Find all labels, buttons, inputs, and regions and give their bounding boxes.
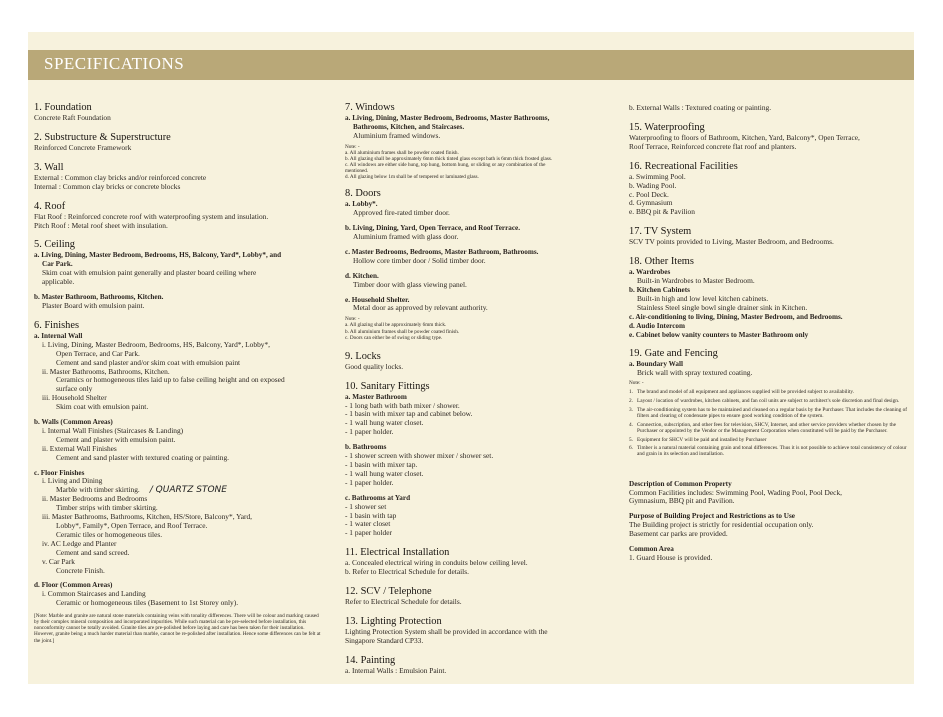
subheading: Purpose of Building Project and Restrictions as to Use (629, 512, 795, 521)
section-line: Lighting Protection System shall be provided in accordance with the (345, 626, 548, 636)
item-text: iv. AC Ledge and Planter (42, 538, 117, 548)
painting-external: b. External Walls : Textured coating or painting. (629, 103, 772, 112)
item-text: Timber door with glass viewing panel. (353, 279, 467, 289)
section-locks (345, 351, 615, 372)
item-text: applicable. (42, 277, 75, 287)
note-label: Note: - (629, 380, 644, 387)
section-line: Waterproofing to floors of Bathroom, Kitchen, Yard, Balcony*, Open Terrace, (629, 132, 860, 142)
section-text: Reinforced Concrete Framework (34, 142, 132, 152)
subheading: a. Master Bathroom (345, 392, 407, 401)
note-item: 5. Equipment for SHCV will be paid and installed by Purchaser (629, 436, 767, 443)
subheading: d. Kitchen. (345, 271, 379, 280)
section-line: b. Refer to Electrical Schedule for details. (345, 567, 469, 577)
note-line: c. All windows are either side hung, top hung, bottom hung, or sliding or any combination of the (345, 162, 546, 168)
subheading: b. Kitchen Cabinets (629, 285, 690, 294)
section-text: Good quality locks. (345, 361, 404, 371)
section-ceiling (34, 239, 324, 310)
note-line: mentioned. (345, 168, 369, 175)
subheading: a. Wardrobes (629, 268, 671, 277)
section-line: Roof Terrace, Reinforced concrete flat roof and planters. (629, 141, 797, 151)
section-sanitary (345, 381, 615, 539)
note-item: 4. Connection, subscription, and other fees for television, SHCV, Internet, and other service providers whether chosen by the Purchaser or appointed by the Vendor or the Management Corporation when constituted will be paid by the Purchaser. (629, 421, 896, 434)
subheading: a. Living, Dining, Master Bedroom, Bedrooms, HS, Balcony, Yard*, Lobby*, and (34, 251, 282, 260)
section-line: External : Common clay bricks and/or reinforced concrete (34, 172, 207, 182)
subheading: a. Internal Wall (34, 331, 83, 340)
section-line: Singapore Standard CP33. (345, 635, 424, 645)
section-heading: 19. Gate and Fencing (629, 348, 718, 360)
section-scv-telephone (345, 586, 615, 607)
item-text: Common Facilities includes: Swimming Pool, Wading Pool, Pool Deck, (629, 487, 842, 497)
item-text: iii. Household Shelter (42, 393, 107, 403)
subheading: a. Living, Dining, Master Bedroom, Bedrooms, Master Bathrooms, (345, 114, 550, 122)
subheading: b. Walls (Common Areas) (34, 418, 113, 427)
note-label: Note: - (345, 143, 360, 150)
item-text: iii. Master Bathrooms, Bathrooms, Kitchen, HS/Store, Balcony*, Yard, (42, 512, 253, 522)
note-line: b. All glazing shall be approximately 6mm thick tinted glass except bath is 6mm thick frosted glass. (345, 155, 553, 162)
item-text: - 1 long bath with bath mixer / shower. (345, 400, 460, 410)
subheading: c. Master Bedrooms, Bedrooms, Master Bathroom, Bathrooms. (345, 247, 539, 256)
item-text: i. Living, Dining, Master Bedroom, Bedrooms, HS, Balcony, Yard*, Lobby*, (42, 339, 270, 349)
section-recreational (629, 161, 912, 218)
item-text: Metal door as approved by relevant authority. (353, 303, 488, 313)
section-gate-fencing (629, 348, 912, 457)
section-heading: 9. Locks (345, 350, 381, 362)
section-heading: 6. Finishes (34, 319, 80, 331)
subheading: c. Bathrooms at Yard (345, 493, 411, 502)
specifications-page (28, 32, 914, 684)
item-text: ii. Master Bathrooms, Bathrooms, Kitchen. (42, 366, 170, 376)
item-text: Concrete Finish. (56, 565, 105, 575)
subheading: Description of Common Property (629, 479, 732, 488)
item-text: Cement and sand plaster and/or skim coat with emulsion paint (56, 357, 241, 367)
subheading: Bathrooms, Kitchen, and Staircases. (353, 122, 465, 131)
item-text: - 1 paper holder. (345, 427, 394, 437)
section-substructure (34, 132, 324, 153)
section-doors (345, 188, 615, 340)
section-foundation (34, 102, 324, 123)
list-item: a. Swimming Pool. (629, 171, 686, 181)
section-electrical (345, 547, 615, 577)
section-text: Concrete Raft Foundation (34, 113, 111, 122)
section-heading: 1. Foundation (34, 102, 92, 113)
section-heading: 8. Doors (345, 188, 381, 200)
section-line: Pitch Roof : Metal roof sheet with insulation. (34, 220, 168, 230)
item-text: Built-in high and low level kitchen cabinets. (637, 293, 769, 303)
note-item: 6. Timber is a natural material containing grain and tonal differences. Thus it is not possible to achieve total consistency of colour and grain in its selection and installation. (629, 445, 907, 458)
item-text: Stainless Steel single bowl single drainer sink in Kitchen. (637, 302, 808, 312)
common-property (629, 480, 912, 507)
section-roof (34, 201, 324, 231)
note-item: 3. The air-conditioning system has to be maintained and cleaned on a regular basis by the Purchaser. That includes the cleaning of filters and clearing of condensate pipes to ensure good working condition of the system. (629, 406, 908, 419)
subheading: a. Boundary Wall (629, 360, 683, 369)
note-label: Note: - (345, 316, 360, 323)
section-text: SCV TV points provided to Living, Master Bedroom, and Bedrooms. (629, 237, 834, 247)
section-text: Refer to Electrical Schedule for details. (345, 597, 462, 607)
section-heading: 4. Roof (34, 200, 66, 212)
item-text: Open Terrace, and Car Park. (56, 348, 140, 358)
section-painting (345, 655, 615, 676)
section-finishes (34, 320, 324, 644)
subheading: b. Bathrooms (345, 443, 387, 452)
item-text: v. Car Park (42, 556, 75, 566)
section-line: a. Concealed electrical wiring in conduits below ceiling level. (345, 558, 528, 568)
section-wall (34, 162, 324, 192)
section-heading: 3. Wall (34, 161, 64, 173)
handwritten-annotation: / QUARTZ STONE (149, 485, 227, 496)
subheading: Common Area (629, 545, 674, 554)
section-text: a. Internal Walls : Emulsion Paint. (345, 665, 447, 675)
subheading: d. Floor (Common Areas) (34, 581, 113, 590)
item-text: - 1 wall hung water closet. (345, 468, 424, 478)
title-banner (28, 50, 914, 80)
subheading: b. Master Bathroom, Bathrooms, Kitchen. (34, 293, 164, 302)
section-tv-system (629, 226, 912, 247)
section-heading: 16. Recreational Facilities (629, 160, 738, 172)
section-heading: 10. Sanitary Fittings (345, 380, 430, 392)
section-windows (345, 102, 615, 180)
item-text: - 1 wall hung water closet. (345, 418, 424, 428)
item-text: Ceramics or homogeneous tiles laid up to false ceiling height and on exposed (56, 375, 285, 385)
item-text: - 1 basin with tap (345, 510, 397, 520)
note-item: 1. The brand and model of all equipment and appliances supplied will be provided subject to availability. (629, 389, 855, 396)
section-heading: 14. Painting (345, 654, 396, 666)
section-other-items (629, 256, 912, 339)
section-heading: 11. Electrical Installation (345, 547, 450, 559)
item-text: - 1 paper holder. (345, 477, 394, 487)
column-1 (34, 102, 324, 650)
item-text: Cement and sand plaster with textured coating or painting. (56, 452, 230, 462)
item-text: Aluminium framed windows. (353, 130, 441, 140)
item-text: Brick wall with spray textured coating. (637, 368, 753, 378)
common-area (629, 545, 912, 563)
section-lightning-protection (345, 616, 615, 646)
list-item: d. Gymnasium (629, 198, 673, 208)
subheading: c. Floor Finishes (34, 468, 85, 477)
purpose-of-building (629, 512, 912, 539)
subheading: d. Audio Intercom (629, 321, 685, 330)
item-text: ii. Master Bedrooms and Bedrooms (42, 494, 148, 504)
item-text: Built-in Wardrobes to Master Bedroom. (637, 276, 755, 286)
note-item: 2. Layout / location of wardrobes, kitchen cabinets, and fan coil units are subject to architect's sole discretion and final design. (629, 398, 900, 405)
note-line: c. Doors can either be of swing or sliding type. (345, 334, 443, 341)
item-text: - 1 water closet (345, 519, 391, 529)
note-line: d. All glazing below 1m shall be of tempered or laminated glass. (345, 174, 479, 181)
item-text: Ceramic tiles or homogeneous tiles. (56, 529, 163, 539)
item-text: The Building project is strictly for residential occupation only. (629, 520, 814, 530)
section-heading: 7. Windows (345, 102, 395, 113)
item-text: Skim coat with emulsion paint generally and plaster board ceiling where (42, 268, 257, 278)
marble-note: [Note: Marble and granite are natural stone materials containing veins with tonality differences. There will be colour and marking caused by their complex mineral composition and incorporated impurities. While such material can be pre-selected before installation, this nonconformity cannot be totally avoided. Granite tiles are pre-polished before laying and care has been taken for their installation. However, granite being a much harder material than marble, cannot be re-polished after installation. Hence some differences can be felt at the joint.] (34, 613, 321, 644)
item-text-value: Marble with timber skirting. (56, 485, 140, 495)
column-2 (345, 102, 615, 682)
item-text: Cement and sand screed. (56, 547, 130, 557)
note-line: b. All aluminium frames shall be powder coated finish. (345, 328, 460, 335)
item-text: - 1 shower set (345, 501, 387, 511)
item-text: i. Common Staircases and Landing (42, 589, 146, 599)
item-text: 1. Guard House is provided. (629, 552, 713, 562)
item-text: Ceramic or homogeneous tiles (Basement to 1st Storey only). (56, 598, 239, 608)
item-text: Approved fire-rated timber door. (353, 208, 450, 218)
item-text: Timber strips with timber skirting. (56, 503, 158, 513)
section-heading: 2. Substructure & Superstructure (34, 131, 171, 143)
item-text: Hollow core timber door / Solid timber door. (353, 255, 486, 265)
item-text: surface only (56, 384, 93, 394)
subheading: e. Cabinet below vanity counters to Master Bathroom only (629, 330, 809, 339)
section-heading: 13. Lighting Protection (345, 615, 442, 627)
section-waterproofing (629, 122, 912, 152)
item-text: Cement and plaster with emulsion paint. (56, 434, 176, 444)
section-line: Internal : Common clay bricks or concrete blocks (34, 181, 181, 191)
column-3 (629, 104, 912, 569)
item-text: Aluminium framed with glass door. (353, 232, 459, 241)
page-title: SPECIFICATIONS (44, 54, 185, 73)
item-text: i. Internal Wall Finishes (Staircases & Landing) (42, 425, 184, 435)
section-heading: 15. Waterproofing (629, 121, 705, 133)
item-text: Lobby*, Family*, Open Terrace, and Roof Terrace. (56, 521, 208, 530)
subheading: c. Air-conditioning to living, Dining, Master Bedroom, and Bedrooms. (629, 312, 843, 321)
section-line: Flat Roof : Reinforced concrete roof with waterproofing system and insulation. (34, 211, 269, 221)
item-text: ii. External Wall Finishes (42, 443, 117, 453)
section-heading: 18. Other Items (629, 256, 694, 268)
item-text: - 1 basin with mixer tap. (345, 459, 418, 469)
note-line: a. All aluminium frames shall be powder coated finish. (345, 149, 459, 156)
item-text: i. Living and Dining (42, 476, 103, 486)
item-text: Plaster Board with emulsion paint. (42, 300, 145, 310)
list-item: c. Pool Deck. (629, 189, 669, 199)
item-text: Skim coat with emulsion paint. (56, 402, 149, 412)
section-heading: 17. TV System (629, 226, 692, 238)
list-item: e. BBQ pit & Pavilion (629, 207, 695, 217)
section-heading: 12. SCV / Telephone (345, 586, 432, 598)
subheading: Car Park. (42, 260, 73, 269)
item-text: - 1 shower screen with shower mixer / shower set. (345, 451, 494, 461)
item-text: - 1 basin with mixer tap and cabinet below. (345, 409, 473, 419)
subheading: a. Lobby*. (345, 200, 378, 209)
subheading: b. Living, Dining, Yard, Open Terrace, and Roof Terrace. (345, 224, 521, 233)
list-item: b. Wading Pool. (629, 180, 677, 190)
item-text: - 1 paper holder (345, 528, 392, 538)
item-text: Basement car parks are provided. (629, 529, 728, 539)
item-text: Gymnasium, BBQ pit and Pavilion. (629, 496, 735, 506)
note-line: a. All glazing shall be approximately 6mm thick. (345, 322, 447, 329)
section-heading: 5. Ceiling (34, 239, 75, 251)
subheading: e. Household Shelter. (345, 295, 410, 304)
